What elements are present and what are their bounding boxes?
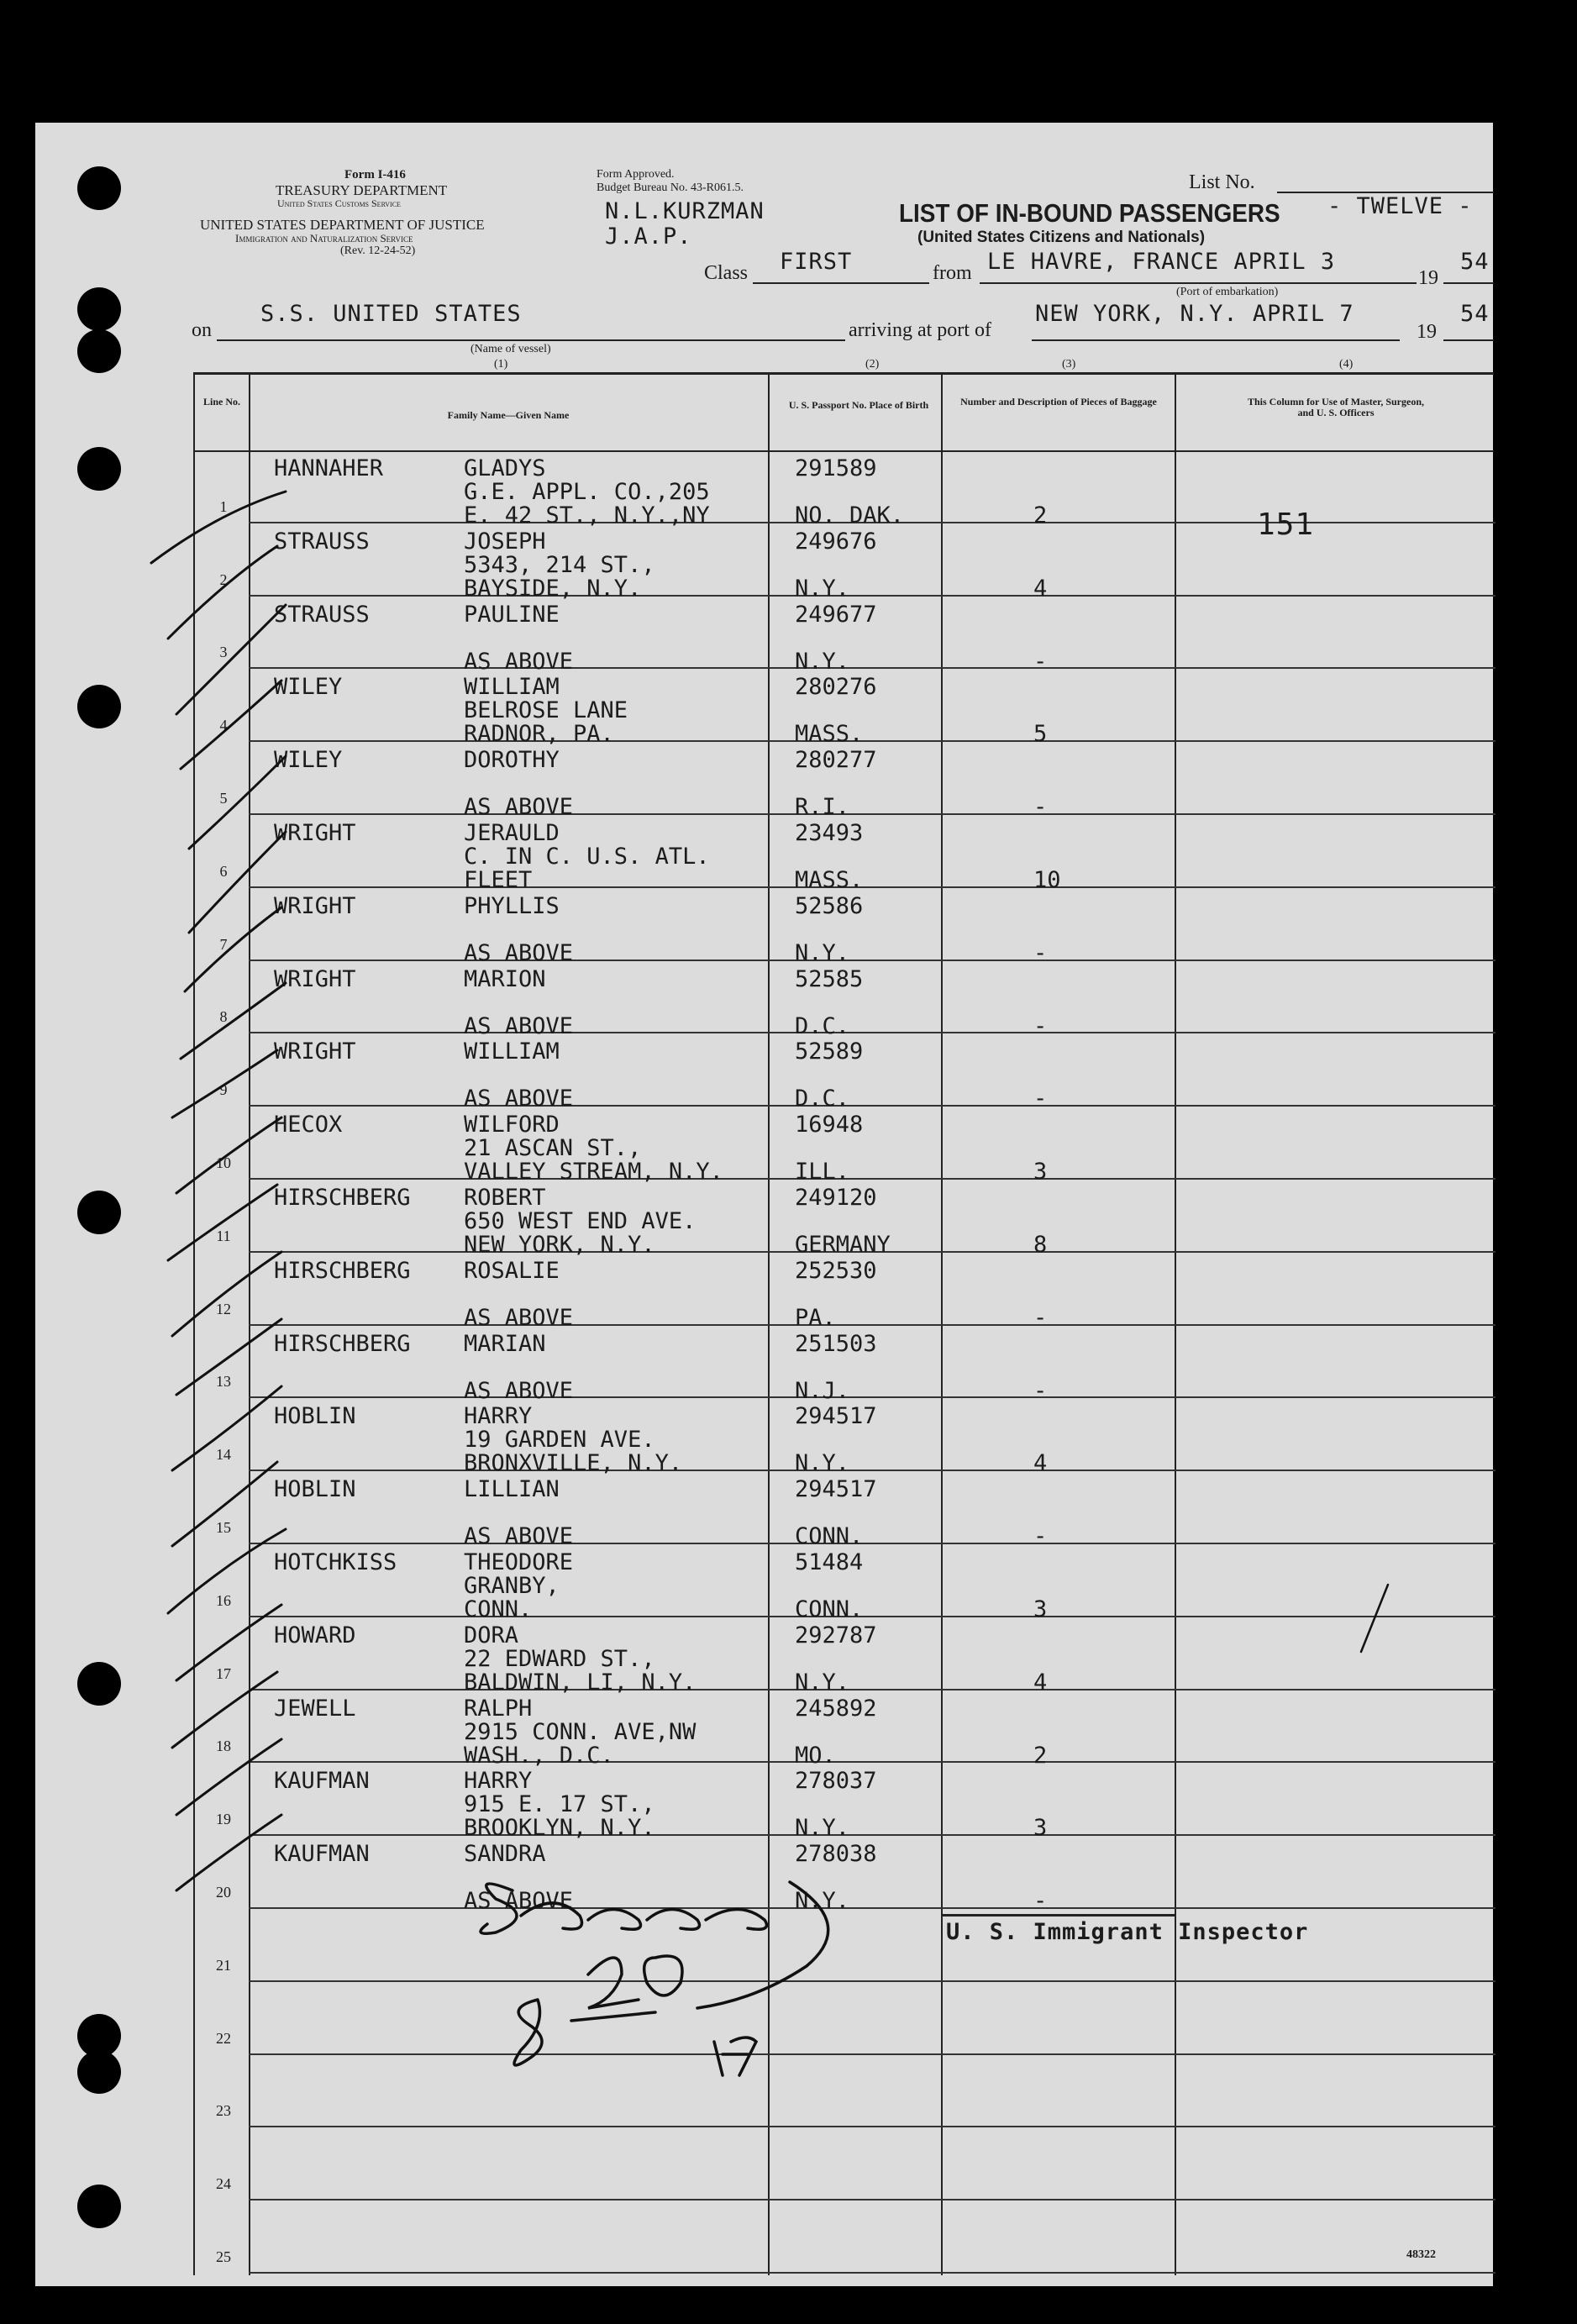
family-name: HIRSCHBERG — [274, 1257, 411, 1284]
given-name-line: DORA — [464, 1622, 519, 1648]
given-name-line: 915 E. 17 ST., — [464, 1791, 655, 1818]
family-name: HOTCHKISS — [274, 1549, 397, 1575]
given-name-line: BELROSE LANE — [464, 697, 628, 724]
family-name: JEWELL — [274, 1695, 356, 1722]
inspector-stamp: U. S. Immigrant Inspector — [946, 1919, 1309, 1945]
passport-number: 23493 — [795, 820, 864, 846]
on-label: on — [192, 319, 212, 341]
given-name-line: 650 WEST END AVE. — [464, 1208, 697, 1234]
line-number: 5 — [219, 790, 228, 807]
line-number: 2 — [219, 570, 228, 588]
place-of-birth: N.Y. — [795, 648, 850, 675]
place-of-birth: R.I. — [795, 794, 850, 821]
place-of-birth: N.Y. — [795, 1815, 850, 1842]
vessel-caption: (Name of vessel) — [470, 343, 551, 355]
ins-service: Immigration and Naturalization Service — [235, 232, 413, 244]
col-index-1: (1) — [494, 358, 508, 371]
passport-number: 292787 — [795, 1622, 877, 1648]
place-of-birth: NO. DAK. — [795, 502, 905, 528]
stray-mark — [1361, 1585, 1388, 1652]
form-number: Form I-416 — [344, 168, 406, 181]
passport-number: 294517 — [795, 1476, 877, 1503]
family-name: WRIGHT — [274, 820, 356, 846]
line-number: 18 — [216, 1738, 231, 1755]
footer-code: 48322 — [1406, 2248, 1436, 2261]
given-name-line: ROSALIE — [464, 1257, 560, 1284]
passport-number: 16948 — [795, 1112, 864, 1138]
given-name-line: AS ABOVE — [464, 1086, 574, 1112]
family-name: KAUFMAN — [274, 1841, 370, 1868]
given-name-line: 19 GARDEN AVE. — [464, 1427, 655, 1454]
place-of-birth: ILL. — [795, 1159, 850, 1186]
given-name-line: G.E. APPL. CO.,205 — [464, 479, 710, 505]
check-mark — [172, 1672, 277, 1748]
baggage-count: 4 — [1033, 575, 1048, 602]
passport-number: 280277 — [795, 747, 877, 774]
col-index-2: (2) — [865, 358, 880, 371]
passport-number: 52589 — [795, 1038, 864, 1065]
year2-prefix: 19 — [1417, 321, 1437, 343]
given-name-line: 22 EDWARD ST., — [464, 1645, 655, 1672]
line-number: 21 — [216, 1956, 231, 1974]
baggage-count: 5 — [1033, 721, 1048, 748]
baggage-count: - — [1033, 1012, 1048, 1039]
passport-number: 294517 — [795, 1403, 877, 1430]
given-name-line: FLEET — [464, 867, 533, 893]
line-number: 1 — [219, 497, 228, 515]
place-of-birth: D.C. — [795, 1086, 850, 1112]
line-number: 7 — [219, 935, 228, 953]
baggage-count: 3 — [1033, 1815, 1048, 1842]
given-name-line: AS ABOVE — [464, 794, 574, 821]
given-name-line: AS ABOVE — [464, 1304, 574, 1331]
year-value: 54 — [1460, 249, 1490, 275]
given-name-line: BALDWIN, LI, N.Y. — [464, 1669, 697, 1696]
given-name-line: 21 ASCAN ST., — [464, 1135, 642, 1162]
given-name-line: HARRY — [464, 1768, 533, 1795]
list-no-value: - TWELVE - — [1327, 193, 1473, 219]
check-mark — [176, 605, 286, 714]
agent-initials: J.A.P. — [605, 223, 692, 250]
check-mark — [168, 1529, 286, 1613]
col-index-3: (3) — [1062, 358, 1076, 371]
given-name-line: SANDRA — [464, 1841, 546, 1868]
place-of-birth: MO. — [795, 1742, 836, 1769]
col-index-4: (4) — [1339, 358, 1354, 371]
given-name-line: BRONXVILLE, N.Y. — [464, 1450, 683, 1477]
passport-number: 252530 — [795, 1257, 877, 1284]
check-mark — [151, 492, 286, 563]
passport-number: 52585 — [795, 965, 864, 992]
baggage-count: 3 — [1033, 1159, 1048, 1186]
check-mark — [176, 1319, 281, 1395]
check-mark — [176, 1739, 281, 1815]
check-mark — [181, 983, 286, 1059]
family-name: STRAUSS — [274, 528, 370, 555]
family-name: HECOX — [274, 1112, 343, 1138]
customs-service: United States Customs Service — [277, 197, 401, 209]
given-name-line: MARIAN — [464, 1330, 546, 1357]
document-subtitle: (United States Citizens and Nationals) — [917, 229, 1206, 246]
place-of-birth: CONN. — [795, 1523, 864, 1550]
justice-dept: UNITED STATES DEPARTMENT OF JUSTICE — [200, 217, 485, 233]
check-mark — [189, 756, 286, 849]
embarkation-label: (Port of embarkation) — [1176, 286, 1279, 298]
class-value: FIRST — [780, 249, 853, 275]
line-number: 12 — [216, 1300, 231, 1317]
given-name-line: BROOKLYN, N.Y. — [464, 1815, 655, 1842]
baggage-count: - — [1033, 794, 1048, 821]
given-name-line: CONN. — [464, 1596, 533, 1622]
place-of-birth: PA. — [795, 1304, 836, 1331]
given-name-line: DOROTHY — [464, 747, 560, 774]
given-name-line: LILLIAN — [464, 1476, 560, 1503]
passport-number: 278038 — [795, 1841, 877, 1868]
baggage-count: - — [1033, 1523, 1048, 1550]
baggage-count: - — [1033, 1888, 1048, 1915]
baggage-count: 3 — [1033, 1596, 1048, 1622]
line-number: 15 — [216, 1519, 231, 1536]
officer-note: 151 — [1257, 507, 1315, 542]
line-number: 9 — [219, 1081, 228, 1099]
header-baggage: Number and Description of Pieces of Baggage — [960, 396, 1157, 407]
place-of-birth: N.Y. — [795, 1669, 850, 1696]
passport-number: 278037 — [795, 1768, 877, 1795]
baggage-count: - — [1033, 648, 1048, 675]
given-name-line: MARION — [464, 965, 546, 992]
baggage-count: 2 — [1033, 1742, 1048, 1769]
line-number: 23 — [216, 2102, 231, 2120]
passport-number: 280276 — [795, 674, 877, 701]
line-number: 20 — [216, 1884, 231, 1901]
given-name-line: AS ABOVE — [464, 1377, 574, 1404]
given-name-line: 2915 CONN. AVE,NW — [464, 1718, 697, 1745]
arrival-value: NEW YORK, N.Y. APRIL 7 — [1035, 301, 1354, 327]
given-name-line: AS ABOVE — [464, 648, 574, 675]
revision: (Rev. 12-24-52) — [340, 244, 416, 257]
given-name-line: GLADYS — [464, 455, 546, 481]
place-of-birth: N.Y. — [795, 939, 850, 966]
family-name: HOWARD — [274, 1622, 356, 1648]
family-name: WRIGHT — [274, 1038, 356, 1065]
check-mark — [189, 832, 286, 933]
line-number: 4 — [219, 717, 228, 734]
family-name: STRAUSS — [274, 601, 370, 628]
place-of-birth: D.C. — [795, 1012, 850, 1039]
baggage-count: 10 — [1033, 867, 1061, 893]
place-of-birth: N.J. — [795, 1377, 850, 1404]
check-mark — [176, 1605, 281, 1680]
family-name: HIRSCHBERG — [274, 1330, 411, 1357]
baggage-count: 2 — [1033, 502, 1048, 528]
given-name-line: WASH., D.C. — [464, 1742, 614, 1769]
passport-number: 249676 — [795, 528, 877, 555]
header-passport: U. S. Passport No. Place of Birth — [788, 399, 929, 411]
line-number: 25 — [216, 2248, 231, 2265]
baggage-count: - — [1033, 1304, 1048, 1331]
handwritten-time — [514, 1956, 682, 2065]
family-name: WILEY — [274, 674, 343, 701]
line-number: 8 — [219, 1008, 228, 1026]
family-name: KAUFMAN — [274, 1768, 370, 1795]
baggage-count: - — [1033, 1377, 1048, 1404]
check-mark — [176, 1117, 281, 1193]
arriving-label: arriving at port of — [849, 319, 991, 341]
treasury-dept: TREASURY DEPARTMENT — [276, 182, 448, 198]
given-name-line: 5343, 214 ST., — [464, 551, 655, 578]
family-name: HIRSCHBERG — [274, 1185, 411, 1211]
line-number: 6 — [219, 862, 228, 880]
check-mark — [172, 1462, 277, 1546]
check-mark — [172, 1252, 281, 1336]
given-name-line: AS ABOVE — [464, 1523, 574, 1550]
passport-number: 52586 — [795, 892, 864, 919]
given-name-line: BAYSIDE, N.Y. — [464, 575, 642, 602]
line-number: 19 — [216, 1811, 231, 1828]
given-name-line: NEW YORK, N.Y. — [464, 1232, 655, 1258]
given-name-line: PHYLLIS — [464, 892, 560, 919]
place-of-birth: N.Y. — [795, 1450, 850, 1477]
header-officers: This Column for Use of Master, Surgeon, and U. S. Officers — [1247, 396, 1424, 418]
place-of-birth: MASS. — [795, 867, 864, 893]
inspector-signature — [481, 1882, 828, 2008]
baggage-count: 4 — [1033, 1450, 1048, 1477]
given-name-line: C. IN C. U.S. ATL. — [464, 844, 710, 870]
handwritten-number — [714, 2037, 756, 2075]
family-name: WRIGHT — [274, 965, 356, 992]
place-of-birth: MASS. — [795, 721, 864, 748]
given-name-line: AS ABOVE — [464, 939, 574, 966]
place-of-birth: GERMANY — [795, 1232, 891, 1258]
family-name: HOBLIN — [274, 1403, 356, 1430]
given-name-line: VALLEY STREAM, N.Y. — [464, 1159, 723, 1186]
given-name-line: WILLIAM — [464, 1038, 560, 1065]
check-mark — [172, 1050, 277, 1117]
list-no-label: List No. — [1189, 171, 1255, 193]
passport-number: 249677 — [795, 601, 877, 628]
family-name: HOBLIN — [274, 1476, 356, 1503]
given-name-line: GRANBY, — [464, 1573, 560, 1599]
line-number: 14 — [216, 1446, 231, 1464]
given-name-line: AS ABOVE — [464, 1012, 574, 1039]
passport-number: 251503 — [795, 1330, 877, 1357]
header-family-name: Family Name—Given Name — [447, 409, 570, 421]
baggage-count: - — [1033, 939, 1048, 966]
vessel-name: S.S. UNITED STATES — [260, 301, 522, 327]
line-number: 13 — [216, 1373, 231, 1391]
place-of-birth: N.Y. — [795, 1888, 850, 1915]
year2-value: 54 — [1460, 301, 1490, 327]
family-name: WRIGHT — [274, 892, 356, 919]
family-name: WILEY — [274, 747, 343, 774]
header-line-no: Line No. — [202, 396, 240, 407]
agent-name: N.L.KURZMAN — [605, 198, 765, 224]
class-label: Class — [704, 262, 749, 284]
check-mark — [168, 546, 277, 639]
line-number: 11 — [216, 1227, 231, 1244]
given-name-line: ROBERT — [464, 1185, 546, 1211]
line-number: 22 — [216, 2029, 231, 2047]
place-of-birth: N.Y. — [795, 575, 850, 602]
check-mark — [168, 1185, 277, 1260]
given-name-line: THEODORE — [464, 1549, 574, 1575]
passport-number: 249120 — [795, 1185, 877, 1211]
baggage-count: - — [1033, 1086, 1048, 1112]
document-title: LIST OF IN-BOUND PASSENGERS — [899, 198, 1280, 228]
place-of-birth: CONN. — [795, 1596, 864, 1622]
given-name-line: RALPH — [464, 1695, 533, 1722]
embarkation-value: LE HAVRE, FRANCE APRIL 3 — [987, 249, 1336, 275]
from-label: from — [933, 262, 972, 284]
budget-bureau: Budget Bureau No. 43-R061.5. — [597, 181, 744, 194]
given-name-line: RADNOR, PA. — [464, 721, 614, 748]
line-number: 10 — [216, 1154, 231, 1171]
check-mark — [176, 1815, 281, 1890]
passport-number: 245892 — [795, 1695, 877, 1722]
family-name: HANNAHER — [274, 455, 384, 481]
year-prefix: 19 — [1418, 267, 1438, 289]
given-name-line: PAULINE — [464, 601, 560, 628]
check-mark — [172, 1386, 281, 1470]
passport-number: 51484 — [795, 1549, 864, 1575]
form-approved: Form Approved. — [597, 168, 675, 181]
baggage-count: 8 — [1033, 1232, 1048, 1258]
line-number: 16 — [216, 1591, 231, 1609]
given-name-line: WILLIAM — [464, 674, 560, 701]
line-number: 17 — [216, 1664, 231, 1682]
given-name-line: JERAULD — [464, 820, 560, 846]
line-number: 24 — [216, 2175, 231, 2193]
given-name-line: AS ABOVE — [464, 1888, 574, 1915]
passport-number: 291589 — [795, 455, 877, 481]
line-number: 3 — [219, 644, 228, 661]
given-name-line: WILFORD — [464, 1112, 560, 1138]
given-name-line: JOSEPH — [464, 528, 546, 555]
given-name-line: E. 42 ST., N.Y.,NY — [464, 502, 710, 528]
given-name-line: HARRY — [464, 1403, 533, 1430]
baggage-count: 4 — [1033, 1669, 1048, 1696]
